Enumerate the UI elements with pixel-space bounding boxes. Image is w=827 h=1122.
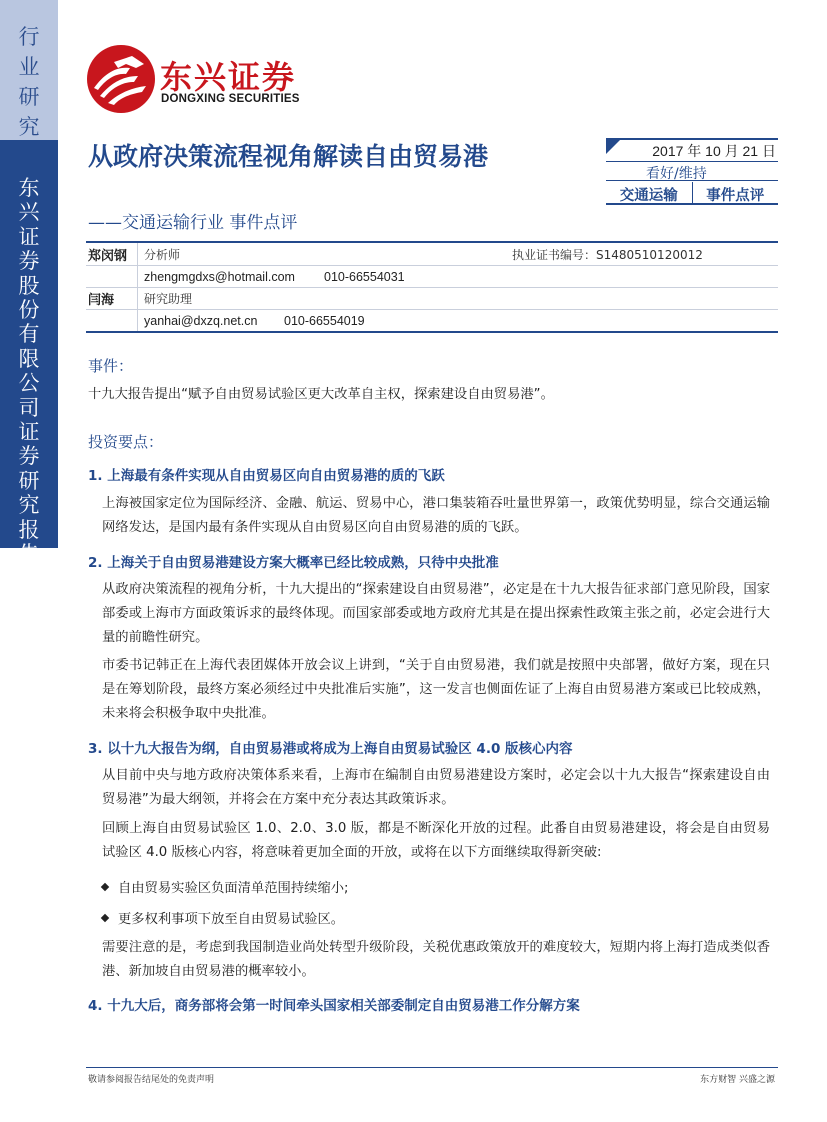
sidebar-category-text bbox=[0, 22, 58, 142]
section-paragraph-1: 上海被国家定位为国际经济、金融、航运、贸易中心，港口集装箱吞吐量世界第一，政策优势明显，综合交通运输网络发达，是国内最有条件实现从自由贸易区向自由贸易港的质的飞跃。 bbox=[102, 496, 770, 535]
sidebar-char: 股 bbox=[18, 273, 40, 298]
section-paragraph-5: 回顾上海自由贸易试验区 1.0、2.0、3.0 版，都是不断深化开放的过程。此番自由贸易港建设，将会是自由贸易试验区 4.0 版核心内容，将意味着更加全面的开放，或将在以下方面继续取得新突破: bbox=[102, 821, 770, 860]
report-title: 从政府决策流程视角解读自由贸易港 bbox=[88, 142, 489, 171]
section-paragraph-6: 需要注意的是，考虑到我国制造业尚处转型升级阶段，关税优惠政策放开的难度较大，短期内将上海打造成类似香港、新加坡自由贸易港的概率较小。 bbox=[102, 940, 770, 979]
sidebar-char: 司 bbox=[18, 395, 40, 420]
footer-disclaimer[interactable]: 敬请参阅报告结尾处的免责声明 bbox=[88, 1075, 215, 1085]
sidebar-char: 份 bbox=[18, 298, 40, 323]
analyst-name-spacer bbox=[86, 310, 138, 331]
sidebar-char: 限 bbox=[18, 346, 40, 371]
footer-divider bbox=[86, 1067, 778, 1068]
sidebar-char: 行 bbox=[18, 25, 40, 49]
bullet-text: 更多权利事项下放至自由贸易试验区。 bbox=[118, 912, 345, 927]
corner-triangle-icon bbox=[606, 140, 620, 154]
analyst-phone: 010-66554019 bbox=[284, 313, 365, 328]
analyst-name: 闫海 bbox=[86, 288, 138, 309]
sidebar-char: 研 bbox=[18, 85, 40, 109]
sidebar-char: 券 bbox=[18, 249, 40, 274]
bullet-text: 自由贸易实验区负面清单范围持续缩小; bbox=[118, 881, 349, 896]
sidebar-char: 究 bbox=[18, 115, 40, 139]
sidebar-category-band bbox=[0, 0, 58, 140]
sidebar-char: 研 bbox=[18, 468, 40, 493]
rating-value: 看好/维持 bbox=[646, 166, 707, 182]
report-date-row bbox=[606, 138, 778, 159]
sidebar-char: 报 bbox=[18, 517, 40, 542]
sidebar-char: 告 bbox=[18, 542, 40, 567]
sidebar-char: 公 bbox=[18, 371, 40, 396]
sidebar-publisher-text bbox=[0, 176, 58, 567]
sidebar-char: 兴 bbox=[18, 200, 40, 225]
analyst-email[interactable]: yanhai@dxzq.net.cn bbox=[144, 313, 258, 328]
section-heading-4: 4. 十九大后，商务部将会第一时间牵头国家相关部委制定自由贸易港工作分解方案 bbox=[88, 998, 580, 1014]
section-heading-1: 1. 上海最有条件实现从自由贸易区向自由贸易港的质的飞跃 bbox=[88, 468, 445, 484]
sidebar-publisher-band bbox=[0, 140, 58, 567]
sidebar-char: 究 bbox=[18, 493, 40, 518]
section-paragraph-3: 市委书记韩正在上海代表团媒体开放会议上讲到，“关于自由贸易港，我们就是按照中央部署，做好方案，现在只是在筹划阶段，最终方案必须经过中央批准后实施”，这一发言也侧面佐证了上海自由贸易港方案或已比较成熟，未来将会积极争取中央批准。 bbox=[102, 658, 770, 721]
tag-industry: 交通运输 bbox=[619, 188, 678, 204]
sidebar-char: 有 bbox=[18, 322, 40, 347]
report-subtitle: ——交通运输行业 事件点评 bbox=[88, 213, 298, 233]
analyst-role: 分析师 bbox=[144, 247, 181, 262]
report-date: 2017 年 10 月 21 日 bbox=[652, 143, 776, 159]
section-paragraph-2: 从政府决策流程的视角分析，十九大提出的“探索建设自由贸易港”，必定是在十九大报告征求部门意见阶段，国家部委或上海市方面政策诉求的最终体现。而国家部委或地方政府尤其是在提出探索性政策主张之前，必定会进行大量的前瞻性研究。 bbox=[102, 582, 770, 645]
logo-chinese-name: 东兴证券 bbox=[160, 58, 297, 96]
analyst-contact-row bbox=[86, 265, 778, 287]
analyst-table bbox=[86, 241, 778, 333]
footer-slogan: 东方财智 兴盛之源 bbox=[700, 1075, 775, 1085]
sidebar-char: 证 bbox=[18, 420, 40, 445]
tag-report-type: 事件点评 bbox=[692, 182, 779, 203]
logo-english-name: DONGXING SECURITIES bbox=[161, 93, 300, 105]
sidebar-char: 业 bbox=[18, 55, 40, 79]
analyst-phone: 010-66554031 bbox=[324, 269, 405, 284]
sidebar-char: 东 bbox=[18, 176, 40, 200]
analyst-email[interactable]: zhengmgdxs@hotmail.com bbox=[144, 269, 295, 284]
analyst-name: 郑闵钢 bbox=[86, 243, 138, 265]
bullet-item bbox=[102, 908, 344, 927]
section-paragraph-4: 从目前中央与地方政府决策体系来看，上海市在编制自由贸易港建设方案时，必定会以十九大报告“探索建设自由贸易港”为最大纲领，并将会在方案中充分表达其政策诉求。 bbox=[102, 768, 770, 807]
section-heading-2: 2. 上海关于自由贸易港建设方案大概率已经比较成熟，只待中央批准 bbox=[88, 555, 499, 571]
event-label: 事件： bbox=[88, 357, 134, 375]
analyst-contact-row bbox=[86, 309, 778, 331]
analyst-row bbox=[86, 287, 778, 309]
analyst-row bbox=[86, 243, 778, 265]
analyst-role: 研究助理 bbox=[144, 292, 193, 306]
dongxing-logo-icon bbox=[86, 44, 156, 114]
rating-row bbox=[606, 161, 778, 181]
sidebar-char: 证 bbox=[18, 224, 40, 249]
category-tags bbox=[606, 182, 778, 205]
bullet-item bbox=[102, 877, 349, 896]
sidebar-char: 券 bbox=[18, 444, 40, 469]
analyst-license: 执业证书编号：S1480510120012 bbox=[512, 247, 703, 262]
event-text: 十九大报告提出“赋予自由贸易试验区更大改革自主权，探索建设自由贸易港”。 bbox=[88, 387, 554, 402]
bullet-diamond-icon bbox=[101, 914, 109, 922]
section-heading-3: 3. 以十九大报告为纲，自由贸易港或将成为上海自由贸易试验区 4.0 版核心内容 bbox=[88, 741, 573, 757]
key-points-label: 投资要点： bbox=[88, 433, 164, 451]
bullet-diamond-icon bbox=[101, 883, 109, 891]
analyst-name-spacer bbox=[86, 266, 138, 287]
